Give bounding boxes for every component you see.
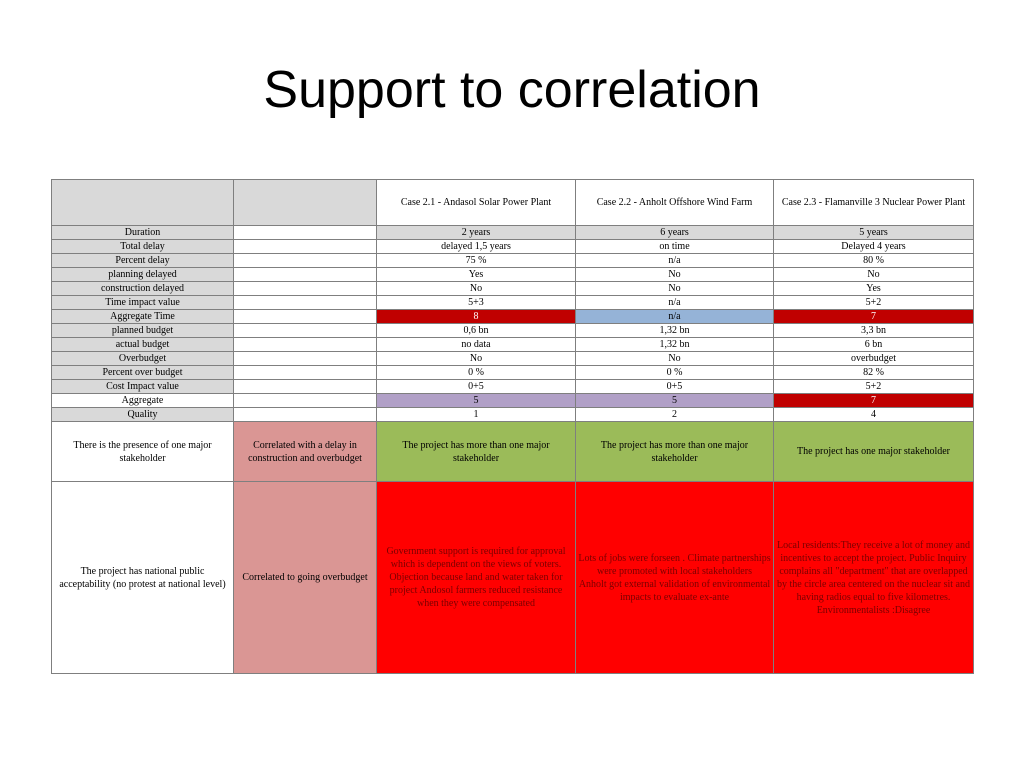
correlation-cell [234, 338, 377, 352]
case-2-2-cell: n/a [576, 296, 774, 310]
correlation-cell [234, 226, 377, 240]
row-overbudget [52, 352, 974, 366]
row-percent-delay [52, 254, 974, 268]
row-label: construction delayed [52, 282, 234, 296]
case-2-2-cell: 0+5 [576, 380, 774, 394]
case-2-2-cell: 2 [576, 408, 774, 422]
case-2-1-cell: Government support is required for approval which is dependent on the views of voters. Objection because land and water taken for project Andosol farmers reduced resistance when they were compensated [377, 482, 576, 674]
case-2-1-cell: 5+3 [377, 296, 576, 310]
case-2-1-cell: 0+5 [377, 380, 576, 394]
row-time-impact-value [52, 296, 974, 310]
row-label: The project has national public acceptability (no protest at national level) [52, 482, 234, 674]
header-row [52, 180, 974, 226]
case-2-1-cell: 5 [377, 394, 576, 408]
case-2-1-cell: No [377, 352, 576, 366]
correlation-table [51, 179, 974, 674]
correlation-cell [234, 408, 377, 422]
row-label: Aggregate [52, 394, 234, 408]
case-2-1-cell: 8 [377, 310, 576, 324]
row-label: planned budget [52, 324, 234, 338]
case-2-3-cell: 5+2 [774, 296, 974, 310]
case-2-1-cell: 1 [377, 408, 576, 422]
case-2-3-cell: 6 bn [774, 338, 974, 352]
row-major-stakeholder [52, 422, 974, 482]
row-aggregate [52, 394, 974, 408]
case-2-2-cell: 5 [576, 394, 774, 408]
case-2-1-cell: 0,6 bn [377, 324, 576, 338]
case-2-1-cell: 75 % [377, 254, 576, 268]
slide-title: Support to correlation [263, 61, 761, 119]
case-2-3-cell: 82 % [774, 366, 974, 380]
correlation-cell [234, 324, 377, 338]
case-2-2-cell: 6 years [576, 226, 774, 240]
case-2-3-cell: Delayed 4 years [774, 240, 974, 254]
header-cell-correlation [234, 180, 377, 226]
case-2-3-cell: 4 [774, 408, 974, 422]
case-2-3-cell: 5+2 [774, 380, 974, 394]
correlation-cell: Correlated with a delay in construction and overbudget [234, 422, 377, 482]
row-label: Percent over budget [52, 366, 234, 380]
case-2-3-cell: 3,3 bn [774, 324, 974, 338]
row-aggregate-time [52, 310, 974, 324]
row-quality [52, 408, 974, 422]
case-2-3-cell: 5 years [774, 226, 974, 240]
correlation-cell [234, 296, 377, 310]
header-case-2-1: Case 2.1 - Andasol Solar Power Plant [377, 180, 576, 226]
row-cost-impact-value [52, 380, 974, 394]
case-2-2-cell: 0 % [576, 366, 774, 380]
correlation-cell [234, 240, 377, 254]
header-case-2-2: Case 2.2 - Anholt Offshore Wind Farm [576, 180, 774, 226]
case-2-3-cell: overbudget [774, 352, 974, 366]
header-case-2-3: Case 2.3 - Flamanville 3 Nuclear Power Plant [774, 180, 974, 226]
row-label: Time impact value [52, 296, 234, 310]
row-planning-delayed [52, 268, 974, 282]
correlation-cell [234, 268, 377, 282]
case-2-3-cell: Yes [774, 282, 974, 296]
row-actual-budget [52, 338, 974, 352]
row-label: Duration [52, 226, 234, 240]
correlation-cell [234, 352, 377, 366]
case-2-2-cell: Lots of jobs were forseen . Climate partnerships were promoted with local stakeholders Anholt got external validation of environmental impacts to evaluate ex-ante [576, 482, 774, 674]
case-2-1-cell: 0 % [377, 366, 576, 380]
correlation-cell [234, 254, 377, 268]
case-2-2-cell: n/a [576, 310, 774, 324]
case-2-1-cell: No [377, 282, 576, 296]
row-label: There is the presence of one major stakeholder [52, 422, 234, 482]
case-2-3-cell: No [774, 268, 974, 282]
row-public-acceptability [52, 482, 974, 674]
row-total-delay [52, 240, 974, 254]
case-2-2-cell: 1,32 bn [576, 324, 774, 338]
case-2-1-cell: 2 years [377, 226, 576, 240]
row-label: Percent delay [52, 254, 234, 268]
correlation-cell [234, 282, 377, 296]
correlation-cell [234, 310, 377, 324]
correlation-cell [234, 366, 377, 380]
case-2-3-cell: 7 [774, 310, 974, 324]
header-cell-label [52, 180, 234, 226]
row-label: planning delayed [52, 268, 234, 282]
case-2-2-cell: No [576, 282, 774, 296]
case-2-1-cell: delayed 1,5 years [377, 240, 576, 254]
case-2-2-cell: The project has more than one major stakeholder [576, 422, 774, 482]
row-label: actual budget [52, 338, 234, 352]
correlation-cell [234, 394, 377, 408]
case-2-3-cell: The project has one major stakeholder [774, 422, 974, 482]
case-2-3-cell: 7 [774, 394, 974, 408]
row-label: Aggregate Time [52, 310, 234, 324]
correlation-cell: Correlated to going overbudget [234, 482, 377, 674]
row-planned-budget [52, 324, 974, 338]
case-2-2-cell: No [576, 352, 774, 366]
case-2-1-cell: no data [377, 338, 576, 352]
row-construction-delayed [52, 282, 974, 296]
correlation-cell [234, 380, 377, 394]
case-2-1-cell: Yes [377, 268, 576, 282]
case-2-3-cell: 80 % [774, 254, 974, 268]
row-percent-over-budget [52, 366, 974, 380]
row-label: Total delay [52, 240, 234, 254]
row-label: Cost Impact value [52, 380, 234, 394]
row-duration [52, 226, 974, 240]
case-2-2-cell: n/a [576, 254, 774, 268]
case-2-3-cell: Local residents:They receive a lot of money and incentives to accept the project. Public Inquiry complains all "department" that are overlapped by the circle area centered on the nuclear sit and having radios equal to five kilometres. Environmentalists :Disagree [774, 482, 974, 674]
case-2-1-cell: The project has more than one major stakeholder [377, 422, 576, 482]
case-2-2-cell: No [576, 268, 774, 282]
row-label: Quality [52, 408, 234, 422]
case-2-2-cell: on time [576, 240, 774, 254]
case-2-2-cell: 1,32 bn [576, 338, 774, 352]
row-label: Overbudget [52, 352, 234, 366]
